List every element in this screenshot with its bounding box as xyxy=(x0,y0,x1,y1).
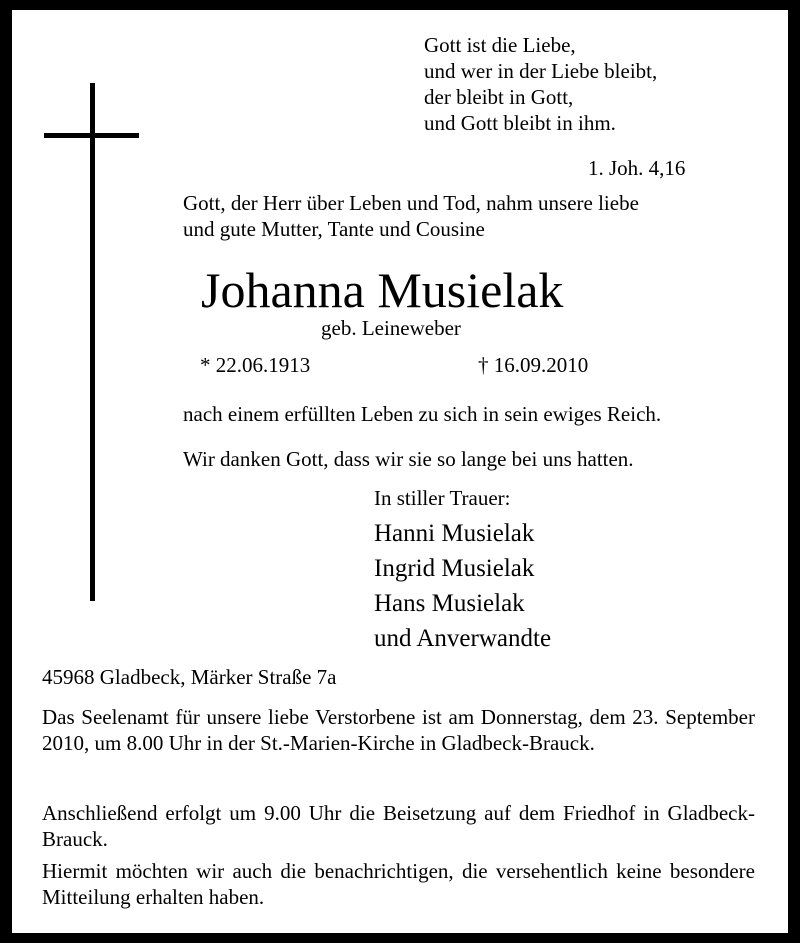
deceased-name: Johanna Musielak xyxy=(201,262,564,318)
cross-icon-bar xyxy=(44,133,139,138)
death-date: † 16.09.2010 xyxy=(478,353,589,377)
mourning-heading: In stiller Trauer: xyxy=(374,486,511,510)
cross-icon xyxy=(90,83,95,601)
paragraph-burial: Anschließend erfolgt um 9.00 Uhr die Beisetzung auf dem Friedhof in Gladbeck-Brauck. xyxy=(42,801,755,851)
intro-text xyxy=(183,190,639,242)
bible-verse xyxy=(424,32,657,136)
paragraph-requiem: Das Seelenamt für unsere liebe Verstorbene ist am Donnerstag, dem 23. September 2010, um 8.00 Uhr in der St.-Marien-Kirche in Gladbeck-Brauck. xyxy=(42,705,755,755)
thanks-text: Wir danken Gott, dass wir sie so lange bei uns hatten. xyxy=(183,447,634,471)
birth-date: * 22.06.1913 xyxy=(200,353,311,377)
maiden-name: geb. Leineweber xyxy=(321,316,461,340)
mourner-name: Hans Musielak xyxy=(374,590,525,617)
mourner-name: Hanni Musielak xyxy=(374,520,535,547)
after-name-text: nach einem erfüllten Leben zu sich in sein ewiges Reich. xyxy=(183,402,662,426)
verse-reference: 1. Joh. 4,16 xyxy=(588,156,686,180)
mourner-name: Ingrid Musielak xyxy=(374,555,535,582)
mourner-name: und Anverwandte xyxy=(374,625,552,652)
verse-line: und Gott bleibt in ihm. xyxy=(424,111,616,135)
verse-line: und wer in der Liebe bleibt, xyxy=(424,59,658,83)
intro-line: Gott, der Herr über Leben und Tod, nahm unsere liebe xyxy=(183,191,639,215)
verse-line: Gott ist die Liebe, xyxy=(424,33,576,57)
address: 45968 Gladbeck, Märker Straße 7a xyxy=(42,665,337,689)
paragraph-notice: Hiermit möchten wir auch die benachrichtigen, die versehentlich keine besondere Mitteilung erhalten haben. xyxy=(42,859,755,909)
obituary-notice xyxy=(12,10,788,933)
verse-line: der bleibt in Gott, xyxy=(424,85,574,109)
intro-line: und gute Mutter, Tante und Cousine xyxy=(183,217,485,241)
mourners-list xyxy=(374,516,551,656)
